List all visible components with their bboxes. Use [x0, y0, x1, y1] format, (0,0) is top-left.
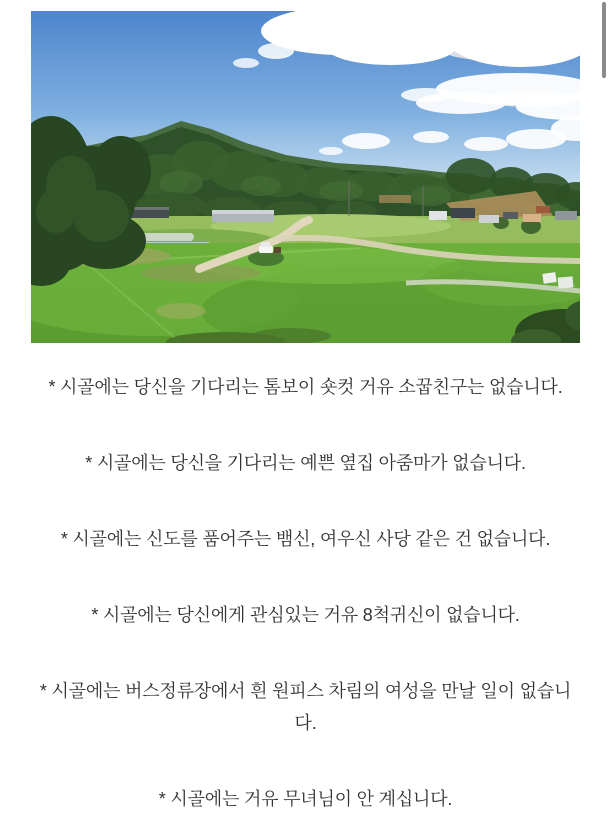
post-line-3: * 시골에는 신도를 품어주는 뱀신, 여우신 사당 같은 건 없습니다. — [60, 529, 551, 549]
post-content — [31, 11, 580, 815]
post-line-6: * 시골에는 거유 무녀님이 안 계십니다. — [158, 789, 453, 809]
landscape-photo — [31, 11, 580, 343]
scrollbar-thumb[interactable] — [602, 2, 606, 78]
post-line-2: * 시골에는 당신을 기다리는 예쁜 옆집 아줌마가 없습니다. — [85, 453, 526, 473]
post-line-5: * 시골에는 버스정류장에서 흰 원피스 차림의 여성을 만날 일이 없습니다. — [39, 681, 572, 733]
post-text — [31, 371, 580, 815]
post-line-1: * 시골에는 당신을 기다리는 톰보이 숏컷 거유 소꿉친구는 없습니다. — [48, 377, 563, 397]
post-line-4: * 시골에는 당신에게 관심있는 거유 8척귀신이 없습니다. — [91, 605, 520, 625]
